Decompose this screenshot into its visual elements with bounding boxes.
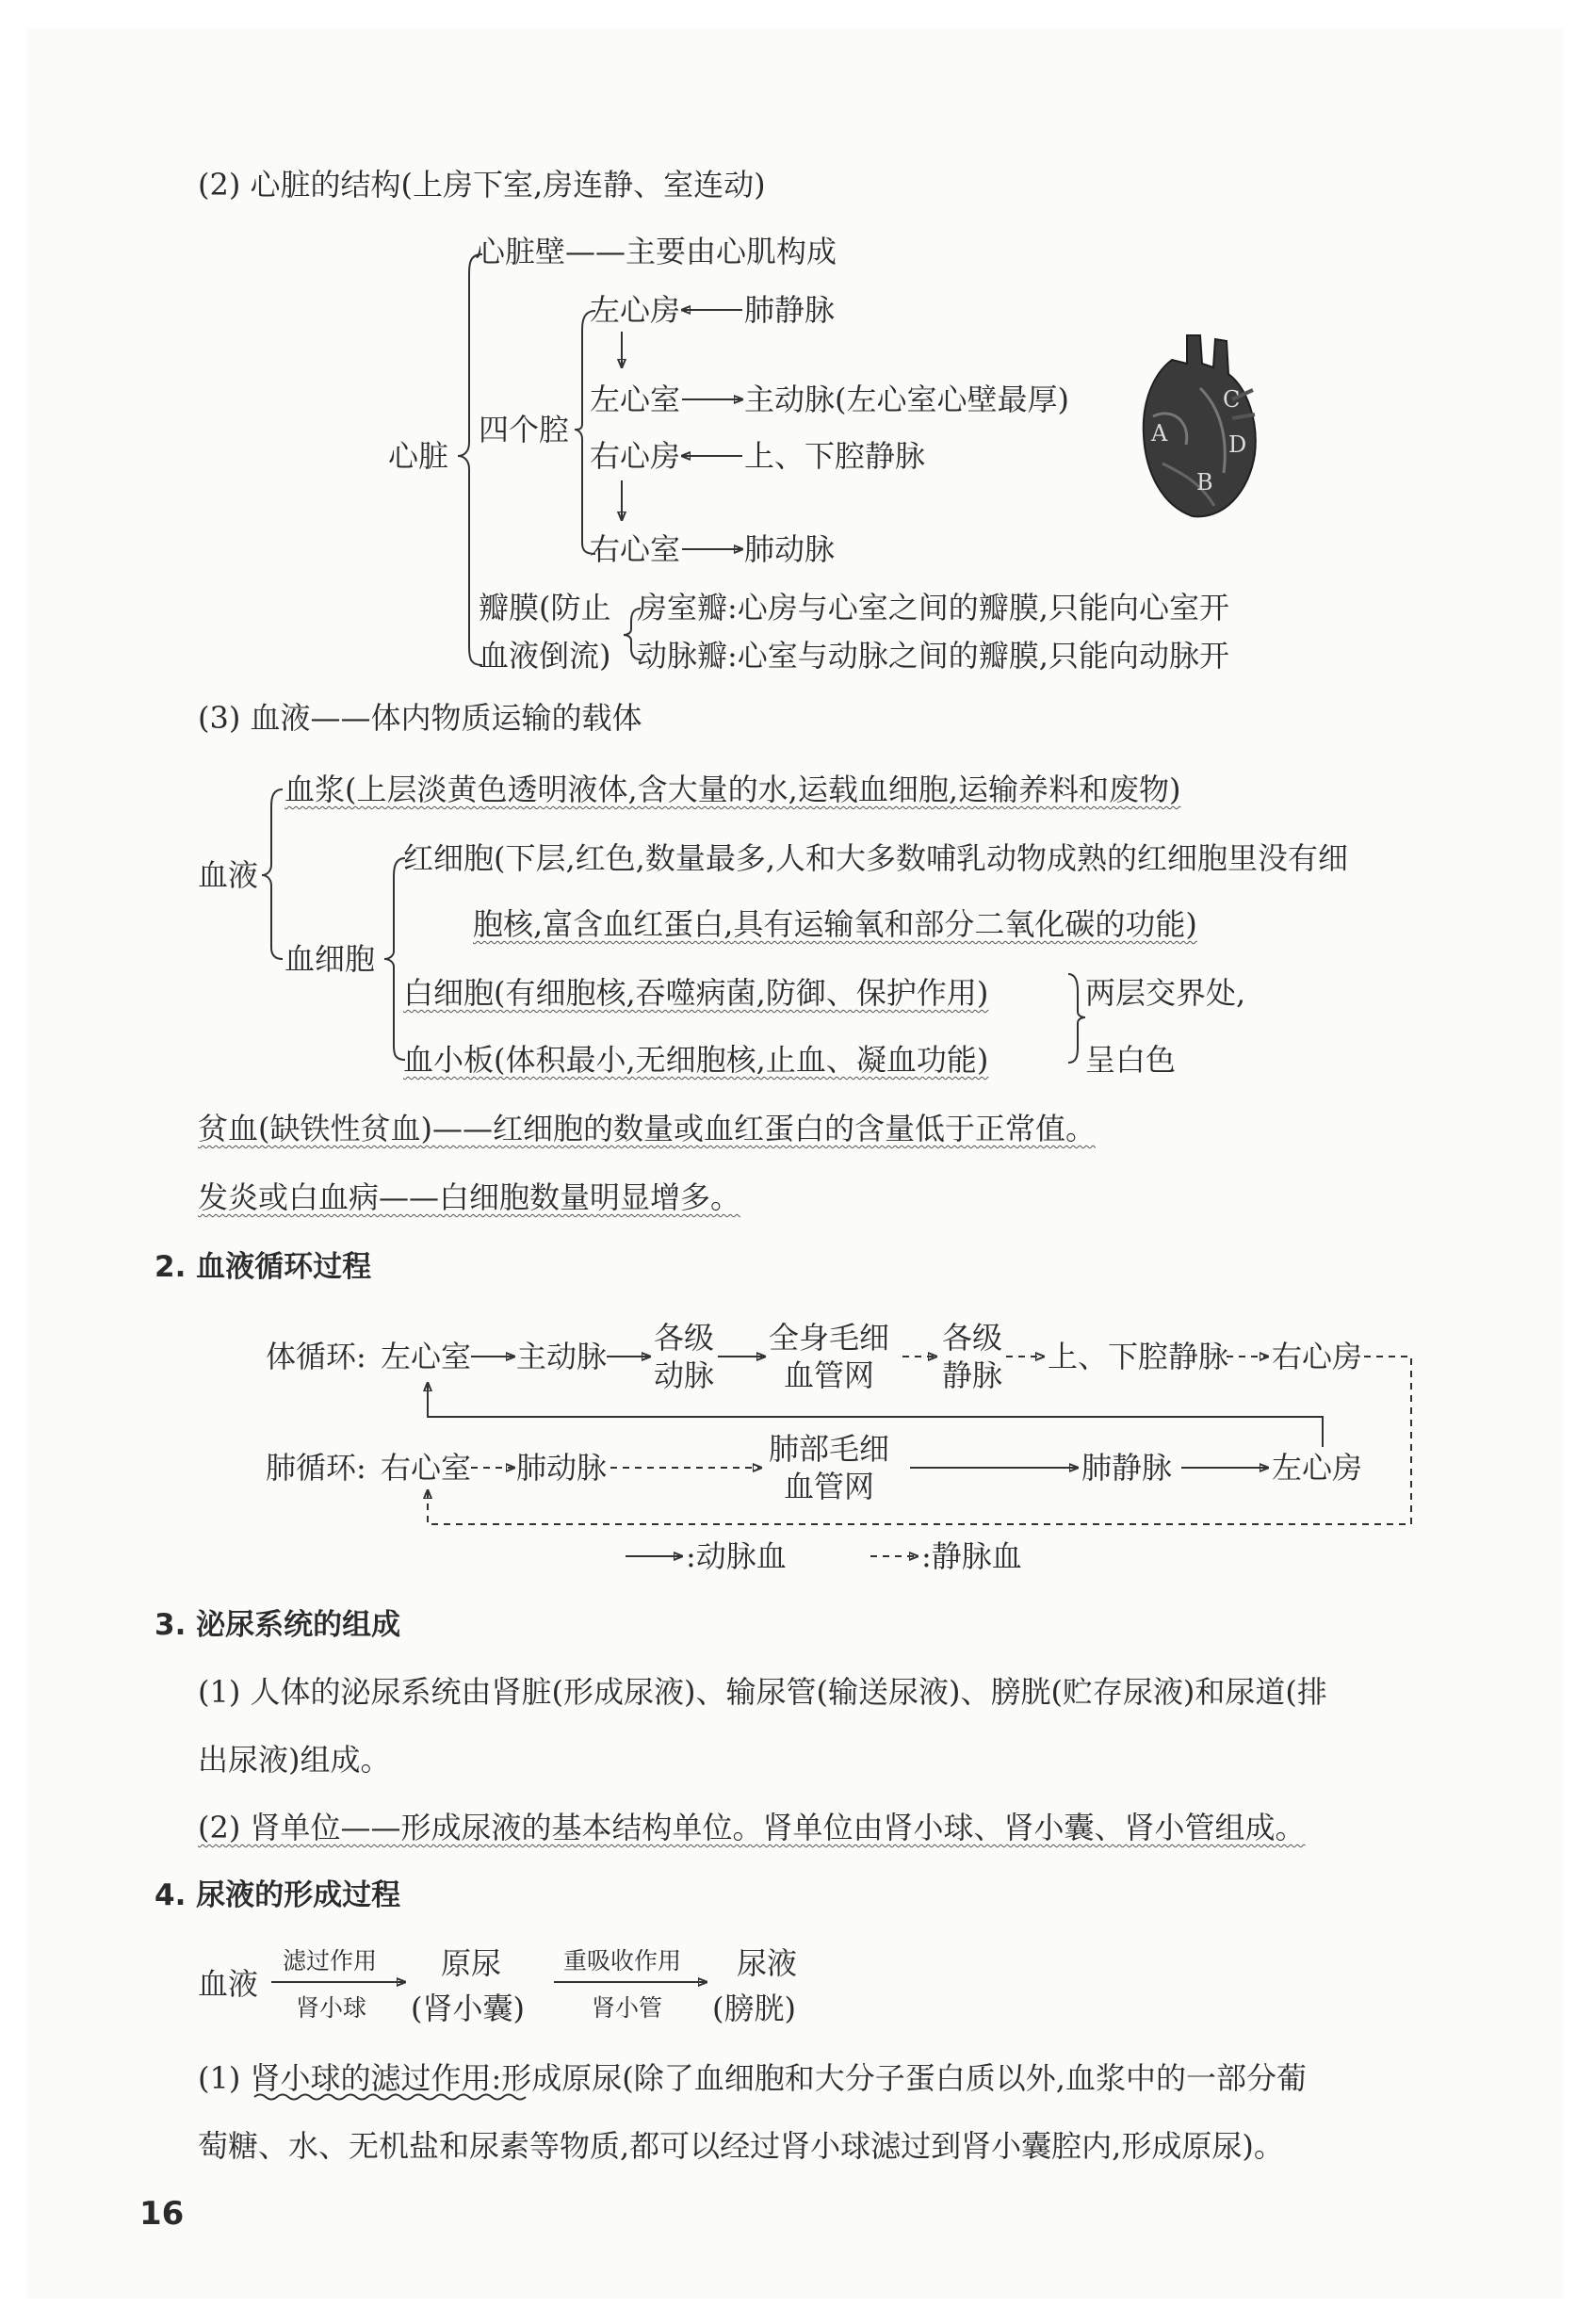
sys-arteries-2: 动脉	[654, 1357, 715, 1393]
interface-text-1: 两层交界处,	[1085, 975, 1246, 1011]
sys-vena-cava: 上、下腔静脉	[1048, 1339, 1229, 1374]
left-atrium: 左心房	[590, 292, 681, 328]
rbc-text-2: 胞核,富含血红蛋白,具有运输氧和部分二氧化碳的功能)	[473, 906, 1197, 942]
legend-venous: :静脉血	[921, 1538, 1022, 1574]
heart-label-a: A	[1151, 420, 1168, 447]
left-ventricle: 左心室	[590, 382, 681, 417]
pul-capillaries-2: 血管网	[784, 1469, 875, 1504]
valve-label-1: 瓣膜(防止	[479, 590, 611, 626]
heart-center-label: 心脏	[388, 438, 449, 474]
urine-p1-line2: 萄糖、水、无机盐和尿素等物质,都可以经过肾小球滤过到肾小囊腔内,形成原尿)。	[198, 2128, 1284, 2164]
interface-text-2: 呈白色	[1085, 1042, 1177, 1078]
systemic-label: 体循环:	[266, 1339, 366, 1374]
pul-artery: 肺动脉	[516, 1450, 608, 1486]
pulmonary-artery-out: 肺动脉	[744, 531, 836, 567]
sys-capillaries-1: 全身毛细	[769, 1320, 890, 1356]
pulmonary-label: 肺循环:	[266, 1450, 366, 1486]
arterial-valve-text: 动脉瓣:心室与动脉之间的瓣膜,只能向动脉开	[637, 638, 1229, 674]
heart-main-brace	[458, 254, 482, 665]
urinary-p2: (2) 肾单位——形成尿液的基本结构单位。肾单位由肾小球、肾小囊、肾小管组成。	[198, 1810, 1306, 1845]
urinary-p1-line2: 出尿液)组成。	[198, 1742, 391, 1778]
emphasis-wave	[254, 2095, 526, 2100]
rbc-text-1: 红细胞(下层,红色,数量最多,人和大多数哺乳动物成熟的红细胞里没有细	[403, 840, 1349, 876]
wbc-text: 白细胞(有细胞核,吞噬病菌,防御、保护作用)	[403, 975, 989, 1011]
final-urine: 尿液	[737, 1945, 798, 1981]
blood-cells-brace	[384, 858, 405, 1060]
primary-urine-sub: (肾小囊)	[411, 1991, 525, 2026]
urinary-p1-line1: (1) 人体的泌尿系统由肾脏(形成尿液)、输尿管(输送尿液)、膀胱(贮存尿液)和尿道(排	[198, 1674, 1327, 1710]
urine-blood: 血液	[198, 1966, 259, 2002]
valve-label-2: 血液倒流)	[479, 638, 611, 674]
sys-left-ventricle: 左心室	[381, 1339, 472, 1374]
plasma-text: 血浆(上层淡黄色透明液体,含大量的水,运载血细胞,运输养料和废物)	[284, 772, 1181, 807]
interface-brace	[1068, 974, 1085, 1063]
reabsorption-bottom-label: 肾小管	[592, 1994, 663, 2022]
urinary-heading: 3. 泌尿系统的组成	[154, 1608, 401, 1642]
sys-veins-2: 静脉	[942, 1357, 1003, 1393]
page-number: 16	[139, 2195, 185, 2233]
platelet-text: 血小板(体积最小,无细胞核,止血、凝血功能)	[403, 1042, 989, 1078]
aorta-out: 主动脉(左心室心壁最厚)	[744, 382, 1069, 417]
sys-veins-1: 各级	[942, 1320, 1003, 1356]
blood-cells-label: 血细胞	[284, 941, 376, 977]
blood-center-label: 血液	[198, 857, 259, 893]
sys-aorta: 主动脉	[516, 1339, 608, 1374]
anemia-text: 贫血(缺铁性贫血)——红细胞的数量或血红蛋白的含量低于正常值。	[198, 1111, 1096, 1146]
reabsorption-top-label: 重吸收作用	[563, 1947, 682, 1975]
final-urine-sub: (膀胱)	[712, 1991, 796, 2026]
legend-arterial: :动脉血	[686, 1538, 787, 1574]
urine-p1-line1: (1) 肾小球的滤过作用:形成原尿(除了血细胞和大分子蛋白质以外,血浆中的一部分葡	[198, 2060, 1307, 2096]
vena-cava-in: 上、下腔静脉	[744, 438, 926, 474]
heart-label-b: B	[1196, 469, 1213, 496]
heart-section-title: (2) 心脏的结构(上房下室,房连静、室连动)	[198, 167, 766, 203]
pulmonary-vein-in: 肺静脉	[744, 292, 836, 328]
urine-heading: 4. 尿液的形成过程	[154, 1878, 401, 1912]
primary-urine: 原尿	[441, 1945, 502, 1981]
right-atrium: 右心房	[590, 438, 681, 474]
valve-brace	[624, 609, 641, 659]
sys-arteries-1: 各级	[654, 1320, 715, 1356]
sys-right-atrium: 右心房	[1272, 1339, 1363, 1374]
blood-section-title: (3) 血液——体内物质运输的载体	[198, 700, 642, 736]
circulation-heading: 2. 血液循环过程	[154, 1250, 372, 1284]
heart-wall-text: 心脏壁——主要由心肌构成	[475, 234, 837, 269]
filter-top-label: 滤过作用	[283, 1947, 378, 1975]
pul-capillaries-1: 肺部毛细	[769, 1431, 890, 1467]
pul-right-ventricle: 右心室	[381, 1450, 472, 1486]
blood-main-brace	[262, 789, 283, 959]
four-cavities-label: 四个腔	[479, 412, 570, 447]
right-ventricle: 右心室	[590, 531, 681, 567]
pul-vein: 肺静脉	[1081, 1450, 1173, 1486]
sys-capillaries-2: 血管网	[784, 1357, 875, 1393]
pul-left-atrium: 左心房	[1272, 1450, 1363, 1486]
heart-label-d: D	[1228, 431, 1247, 458]
filter-bottom-label: 肾小球	[296, 1994, 367, 2022]
inflammation-text: 发炎或白血病——白细胞数量明显增多。	[198, 1179, 741, 1215]
av-valve-text: 房室瓣:心房与心室之间的瓣膜,只能向心室开	[637, 590, 1229, 626]
cavities-brace	[575, 311, 595, 554]
heart-label-c: C	[1223, 386, 1241, 413]
